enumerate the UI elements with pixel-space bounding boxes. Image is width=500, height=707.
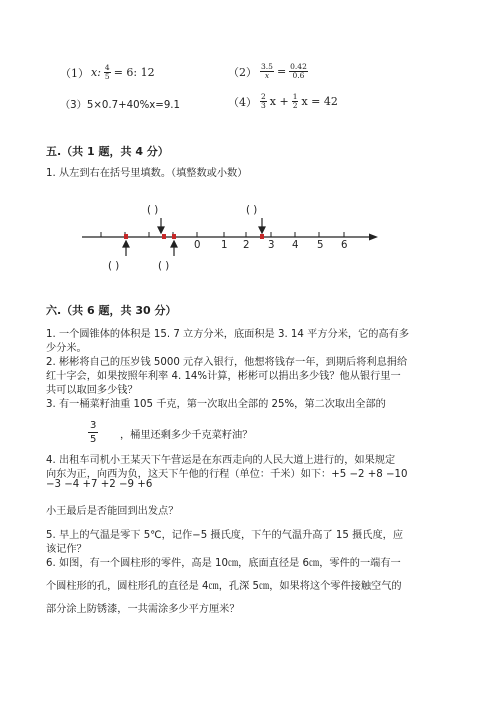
question-6-5-line-1: 5. 早上的气温是零下 5℃，记作−5 摄氏度，下午的气温升高了 15 摄氏度，应 — [46, 530, 404, 541]
blank-above-2[interactable]: ( ) — [246, 205, 258, 216]
numerator: 2 — [261, 92, 266, 101]
denominator: 5 — [104, 72, 110, 81]
question-6-2-line-1: 2. 彬彬将自己的压岁钱 5000 元存入银行，他想将钱存一年，到期后将利息捐给 — [46, 357, 408, 368]
fraction — [260, 63, 274, 80]
equation-index: （4） — [228, 95, 257, 109]
question-5-1: 1. 从左到右在括号里填数。（填整数或小数） — [46, 168, 248, 179]
equation-part: = — [276, 65, 287, 78]
question-6-6-line-2: 个圆柱形的孔，圆柱形孔的直径是 4㎝，孔深 5㎝，如果将这个零件接触空气的 — [46, 581, 402, 592]
fraction — [260, 93, 267, 110]
fraction — [292, 93, 299, 110]
blank-below-2[interactable]: ( ) — [158, 261, 170, 272]
question-6-3-line-1: 3. 有一桶菜籽油重 105 千克，第一次取出全部的 25%，第二次取出全部的 — [46, 399, 386, 410]
question-6-1-line-2: 少分米。 — [46, 343, 87, 354]
tick-label-4: 4 — [292, 240, 299, 251]
up-arrows — [123, 241, 177, 256]
number-line — [76, 198, 396, 278]
numerator: 4 — [104, 63, 110, 72]
denominator: 3 — [261, 101, 266, 110]
numerator: 3 — [90, 420, 97, 431]
question-6-1-line-1: 1. 一个圆锥体的体积是 15. 7 立方分米，底面积是 3. 14 平方分米，它的高有多 — [46, 329, 410, 340]
equation-index: （1） — [60, 66, 89, 80]
denominator: x — [264, 71, 270, 80]
question-6-4-line-3: −3 −4 +7 +2 −9 +6 — [46, 479, 153, 490]
question-6-4-line-4: 小王最后是否能回到出发点？ — [46, 506, 179, 517]
question-6-6-line-1: 6. 如图，有一个圆柱形的零件，高是 10㎝，底面直径是 6㎝，零件的一端有一 — [46, 558, 401, 569]
numerator: 0.42 — [290, 62, 307, 71]
equation-index: （2） — [228, 65, 257, 79]
tick-label-1: 1 — [221, 240, 228, 251]
question-6-3-line-2: ，桶里还剩多少千克菜籽油？ — [120, 430, 253, 441]
tick-label-3: 3 — [268, 240, 275, 251]
equation-part: x: — [91, 66, 101, 79]
question-6-2-line-3: 共可以取回多少钱？ — [46, 385, 138, 396]
tick-label-5: 5 — [317, 240, 324, 251]
numerator: 1 — [292, 92, 298, 101]
equation-part: x = 42 — [301, 95, 338, 108]
section-5-title: 五.（共 1 题，共 4 分） — [46, 145, 169, 158]
tick-label-0: 0 — [194, 240, 201, 251]
tick-label-6: 6 — [341, 240, 348, 251]
numerator: 3.5 — [261, 62, 273, 71]
equation-2 — [228, 63, 309, 80]
equation-part: x + — [269, 95, 289, 108]
denominator: 0.6 — [292, 71, 305, 80]
blank-above-1[interactable]: ( ) — [147, 205, 159, 216]
question-6-4-line-2: 向东为正，向西为负，这天下午他的行程（单位：千米）如下：+5 −2 +8 −10 — [46, 469, 408, 480]
fraction — [289, 63, 308, 80]
section-6-title: 六.（共 6 题，共 30 分） — [46, 304, 177, 317]
fraction — [104, 64, 111, 81]
question-6-2-line-2: 红十字会，如果按照年利率 4. 14%计算，彬彬可以捐出多少钱？他从银行里一 — [46, 371, 401, 382]
question-6-4-line-1: 4. 出租车司机小王某天下午营运是在东西走向的人民大道上进行的，如果规定 — [46, 455, 396, 466]
tick-label-2: 2 — [243, 240, 250, 251]
tick-marks — [101, 232, 344, 237]
down-arrows — [158, 218, 265, 233]
question-6-5-line-2: 该记作？ — [46, 544, 87, 555]
equation-4 — [228, 93, 338, 110]
axis-arrowhead — [369, 234, 378, 241]
question-6-3-fraction — [88, 419, 98, 446]
denominator: 2 — [292, 101, 298, 110]
blank-below-1[interactable]: ( ) — [108, 261, 120, 272]
denominator: 5 — [90, 434, 97, 445]
equation-3: （3）5×0.7+40%x=9.1 — [60, 100, 181, 111]
equation-1 — [60, 64, 155, 81]
question-6-6-line-3: 部分涂上防锈漆，一共需涂多少平方厘米？ — [46, 604, 240, 615]
equation-part: = 6: 12 — [113, 66, 155, 79]
